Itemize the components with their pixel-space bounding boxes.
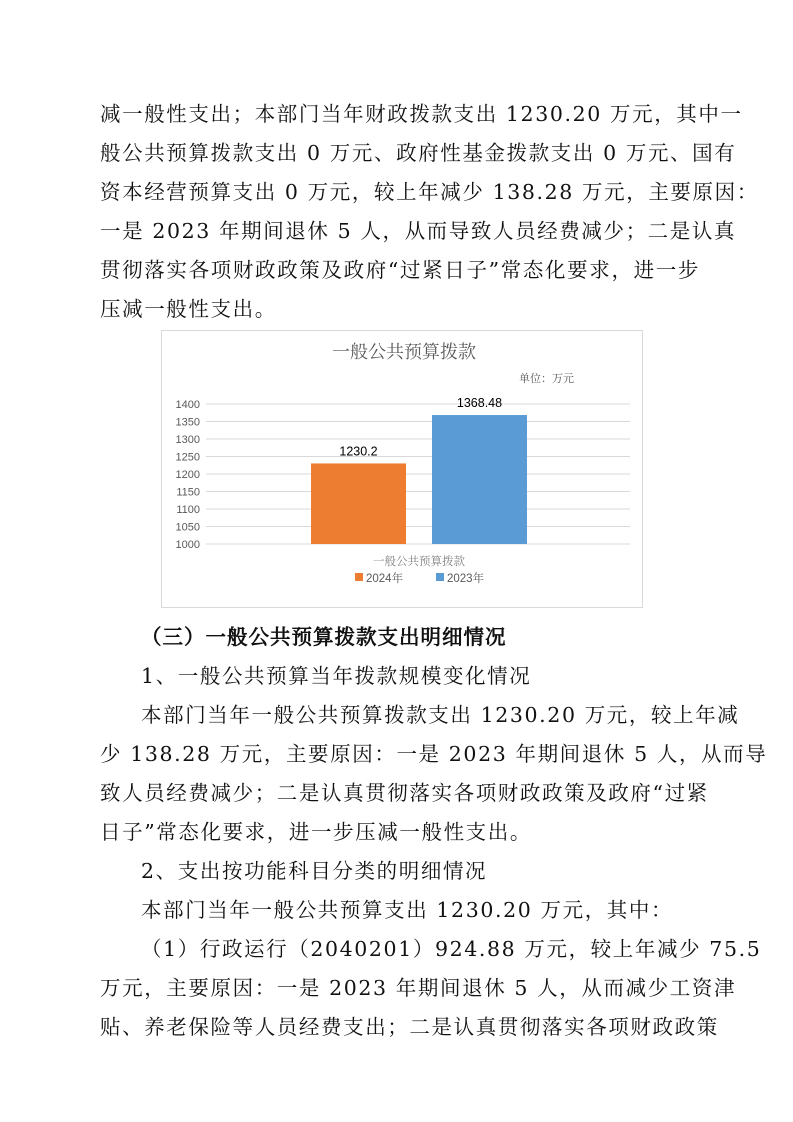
y-tick-label: 1300 (175, 434, 200, 446)
bar-data-label: 1368.48 (456, 396, 503, 411)
body-text-line: 资本经营预算支出 0 万元，较上年减少 138.28 万元，主要原因： (100, 180, 759, 204)
gridlines (206, 404, 630, 544)
bar-chart (161, 330, 643, 608)
legend-label: 2024年 (366, 573, 404, 585)
legend-swatch (355, 573, 363, 581)
y-tick-label: 1400 (175, 399, 200, 411)
y-axis-ticks (176, 399, 200, 551)
body-text-line: （1）行政运行（2040201）924.88 万元，较上年减少 75.5 (141, 937, 762, 961)
body-text-line: 减一般性支出；本部门当年财政拨款支出 1230.20 万元，其中一 (100, 102, 743, 126)
legend (355, 571, 485, 585)
body-text-line: 本部门当年一般公共预算支出 1230.20 万元，其中： (141, 898, 674, 922)
subheading-1: 1、一般公共预算当年拨款规模变化情况 (141, 664, 532, 688)
bar-data-label: 1230.2 (339, 444, 378, 459)
y-tick-label: 1050 (175, 521, 200, 534)
body-text-line: 本部门当年一般公共预算拨款支出 1230.20 万元，较上年减 (141, 703, 740, 727)
y-tick-label: 1100 (176, 504, 200, 516)
body-text-line: 致人员经费减少；二是认真贯彻落实各项财政政策及政府“过紧 (100, 781, 709, 805)
chart-title: 一般公共预算拨款 (332, 342, 476, 363)
body-text-line: 般公共预算拨款支出 0 万元、政府性基金拨款支出 0 万元、国有 (100, 141, 737, 165)
body-text-line: 压减一般性支出。 (100, 297, 277, 321)
chart-canvas (162, 331, 642, 607)
legend-swatch (436, 573, 444, 581)
x-axis-category-label: 一般公共预算拨款 (373, 554, 465, 568)
bar-2024年 (311, 463, 406, 544)
bars (311, 396, 527, 544)
y-tick-label: 1200 (175, 469, 200, 481)
body-text-line: 贯彻落实各项财政政策及政府“过紧日子”常态化要求，进一步 (100, 258, 700, 282)
body-text-line: 贴、养老保险等人员经费支出；二是认真贯彻落实各项财政政策 (100, 1015, 719, 1039)
y-tick-label: 1150 (176, 486, 200, 499)
y-tick-label: 1350 (175, 416, 200, 429)
section-heading: （三）一般公共预算拨款支出明细情况 (141, 625, 507, 649)
legend-label: 2023年 (447, 573, 485, 585)
body-text-line: 一是 2023 年期间退休 5 人，从而导致人员经费减少；二是认真 (100, 219, 737, 243)
subheading-2: 2、支出按功能科目分类的明细情况 (141, 859, 488, 883)
chart-unit-note: 单位：万元 (519, 372, 574, 385)
bar-2023年 (432, 415, 527, 544)
body-text-line: 万元，主要原因：一是 2023 年期间退休 5 人，从而减少工资津 (100, 976, 737, 1000)
body-text-line: 少 138.28 万元，主要原因：一是 2023 年期间退休 5 人，从而导 (100, 742, 768, 766)
y-tick-label: 1250 (175, 451, 200, 464)
y-tick-label: 1000 (175, 539, 200, 551)
body-text-line: 日子”常态化要求，进一步压减一般性支出。 (100, 820, 532, 844)
